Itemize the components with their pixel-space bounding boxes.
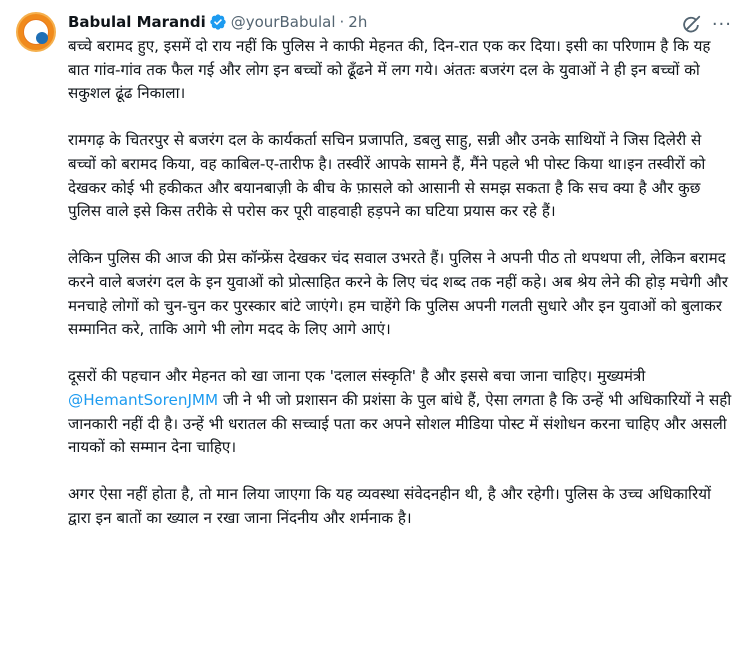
avatar-column [16,12,68,656]
avatar-logo [23,19,49,45]
paragraph-4-text-after: जी ने भी जो प्रशासन की प्रशंसा के पुल बांधे हैं, ऐसा लगता है कि उन्हें भी अधिकारियों ने सही जानकारी नहीं दी है। उन्हें भी धरातल की सच्चाई पता कर अपने सोशल मीडिया पोस्ट में संशोधन करना चाहिए और असली नायकों को सम्मान देना चाहिए। [68,390,732,457]
verified-badge-icon[interactable] [209,13,227,31]
tweet-header [68,11,732,33]
avatar[interactable] [16,12,56,52]
grok-icon[interactable] [680,14,702,36]
tweet-text [68,35,732,530]
paragraph-4-text-before: दूसरों की पहचान और मेहनत को खा जाना एक 'दलाल संस्कृति' है और इससे बचा जाना चाहिए। मुख्यमंत्री [68,367,646,386]
mention-link[interactable]: @HemantSorenJMM [68,390,219,409]
tweet-paragraph-5: अगर ऐसा नहीं होता है, तो मान लिया जाएगा कि यह व्यवस्था संवेदनहीन थी, है और रहेगी। पुलिस के उच्च अधिकारियों द्वारा इन बातों का ख्याल न रखा जाना निंदनीय और शर्मनाक है। [68,485,711,527]
tweet-paragraph-1: बच्चे बरामद हुए, इसमें दो राय नहीं कि पुलिस ने काफी मेहनत की, दिन-रात एक कर दिया। इसी का परिणाम है कि यह बात गांव-गांव तक फैल गई और लोग इन बच्चों को ढूँढने में लग गये। अंततः बजरंग दल के युवाओं ने ही इन बच्चों को सकुशल ढूंढ निकाला। [68,37,711,103]
tweet-paragraph-4 [68,365,732,459]
tweet-paragraph-3: लेकिन पुलिस की आज की प्रेस कॉन्फ्रेंस देखकर चंद सवाल उभरते हैं। पुलिस ने अपनी पीठ तो थपथपा ली, लेकिन बरामद करने वाले बजरंग दल के इन युवाओं को प्रोत्साहित करने के लिए चंद शब्द तक नहीं कहे। अब श्रेय लेने की होड़ मचेगी और मनचाहे लोगों को चुन-चुन कर पुरस्कार बांटे जाएंगे। हम चाहेंगे कि पुलिस अपनी गलती सुधारे और इन युवाओं को बुलाकर सम्मानित करे, ताकि आगे भी लोग मदद के लिए आगे आएं। [68,249,728,339]
more-options-icon[interactable]: ··· [711,14,732,35]
separator: · [339,13,345,31]
author-handle[interactable]: @yourBabulal [230,13,336,31]
tweet-content [68,12,732,656]
author-name[interactable]: Babulal Marandi [68,13,206,31]
avatar-emblem [36,32,48,44]
tweet-paragraph-2: रामगढ़ के चितरपुर से बजरंग दल के कार्यकर्ता सचिन प्रजापति, डबलु साहु, सन्नी और उनके साथियों ने जिस दिलेरी से बच्चों को बरामद किया, वह काबिल-ए-तारीफ है। तस्वीरें आपके सामने हैं, मैंने पहले भी पोस्ट किया था।इन तस्वीरों को देखकर कोई भी हकीकत और बयानबाज़ी के बीच के फ़ासले को आसानी से समझ सकता है कि सच क्या है और कुछ पुलिस वाले इसे किस तरीके से परोस कर पूरी वाहवाही हड़पने का घटिया प्रयास कर रहे हैं। [68,131,706,221]
timestamp[interactable]: 2h [348,13,368,31]
tweet-actions [680,14,732,36]
